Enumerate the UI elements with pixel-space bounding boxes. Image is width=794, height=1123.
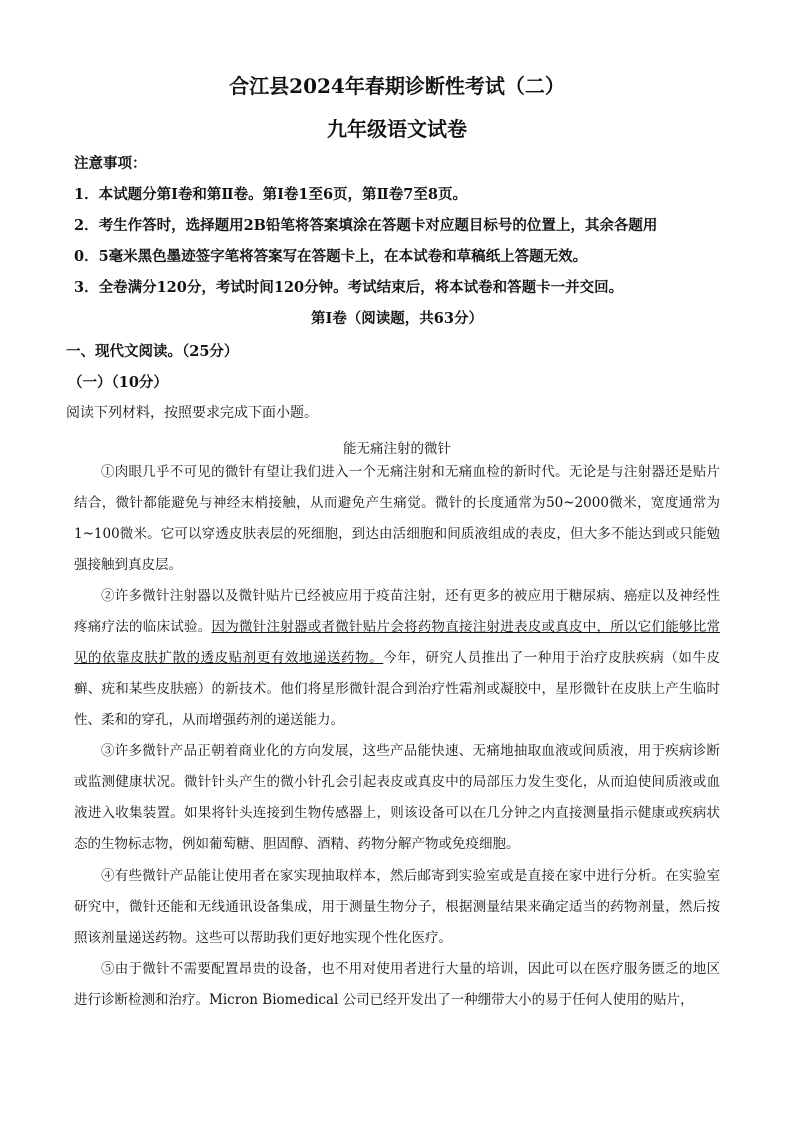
p2-underlined-text: 因为微针注射器或者微针贴片会将药物直接注射进表皮或真皮中，所以它们能够比常见的依靠皮肤扩散的透皮贴剂更有效地递送药物。 xyxy=(74,619,720,666)
notes-item-2b: 0．5毫米黑色墨迹签字笔将答案写在答题卡上，在本试卷和草稿纸上答题无效。 xyxy=(74,248,588,265)
article-paragraph-1: ①肉眼几乎不可见的微针有望让我们进入一个无痛注射和无痛血检的新时代。无论是与注射器还是贴片结合，微针都能避免与神经末梢接触，从而避免产生痛觉。微针的长度通常为50~2000微米，宽度通常为1~100微米。它可以穿透皮肤表层的死细胞，到达由活细胞和间质液组成的表皮，但大多不能达到或只能勉强接触到真皮层。 xyxy=(74,464,720,573)
article-paragraph-5: ⑤由于微针不需要配置昂贵的设备，也不用对使用者进行大量的培训，因此可以在医疗服务匮乏的地区进行诊断检测和治疗。Micron Biomedical 公司已经开发出了一种绷带大小的易于任何人使用的贴片， xyxy=(74,961,720,1008)
article-title: 能无痛注射的微针 xyxy=(343,441,451,457)
article-paragraph-3: ③许多微针产品正朝着商业化的方向发展，这些产品能快速、无痛地抽取血液或间质液，用于疾病诊断或监测健康状况。微针针头产生的微小针孔会引起表皮或真皮中的局部压力发生变化，从而迫使间质液或血液进入收集装置。如果将针头连接到生物传感器上，则该设备可以在几分钟之内直接测量指示健康或疾病状态的生物标志物，例如葡萄糖、胆固醇、酒精、药物分解产物或免疫细胞。 xyxy=(74,743,720,852)
notes-heading: 注意事项： xyxy=(74,155,147,172)
p2-text-post: 今年，研究人员推出了一种用于治疗皮肤疾病（如牛皮癣、疣和某些皮肤癌）的新技术。他们将星形微针混合到治疗性霜剂或凝胶中，星形微针在皮肤上产生临时性、柔和的穿孔，从而增强药剂的递送能力。 xyxy=(74,650,721,728)
sub-heading: （一）（10分） xyxy=(68,374,168,391)
notes-item-3: 3．全卷满分120分，考试时间120分钟。考试结束后，将本试卷和答题卡一并交回。 xyxy=(74,279,624,296)
question-heading: 一、现代文阅读。（25分） xyxy=(66,343,239,360)
exam-title: 合江县2024年春期诊断性考试（二） xyxy=(229,74,565,98)
exam-subtitle: 九年级语文试卷 xyxy=(327,117,467,141)
instruction-text: 阅读下列材料，按照要求完成下面小题。 xyxy=(66,405,318,421)
article-paragraph-2 xyxy=(74,581,720,736)
p2-text-pre: ②许多微针注射器以及微针贴片已经被应用于疫苗注射，还有更多的被应用于糖尿病、癌症以及神经性疼痛疗法的临床试验。 xyxy=(74,588,720,635)
notes-item-2a: 2．考生作答时，选择题用2B铅笔将答案填涂在答题卡对应题目标号的位置上，其余各题用 xyxy=(74,217,658,234)
notes-item-1: 1．本试题分第Ⅰ卷和第Ⅱ卷。第Ⅰ卷1至6页，第Ⅱ卷7至8页。 xyxy=(74,186,467,203)
part-title: 第Ⅰ卷（阅读题，共63分） xyxy=(311,310,483,327)
article-paragraph-4: ④有些微针产品能让使用者在家实现抽取样本，然后邮寄到实验室或是直接在家中进行分析。在实验室研究中，微针还能和无线通讯设备集成，用于测量生物分子，根据测量结果来确定适当的药物剂量，然后按照该剂量递送药物。这些可以帮助我们更好地实现个性化医疗。 xyxy=(74,868,720,946)
